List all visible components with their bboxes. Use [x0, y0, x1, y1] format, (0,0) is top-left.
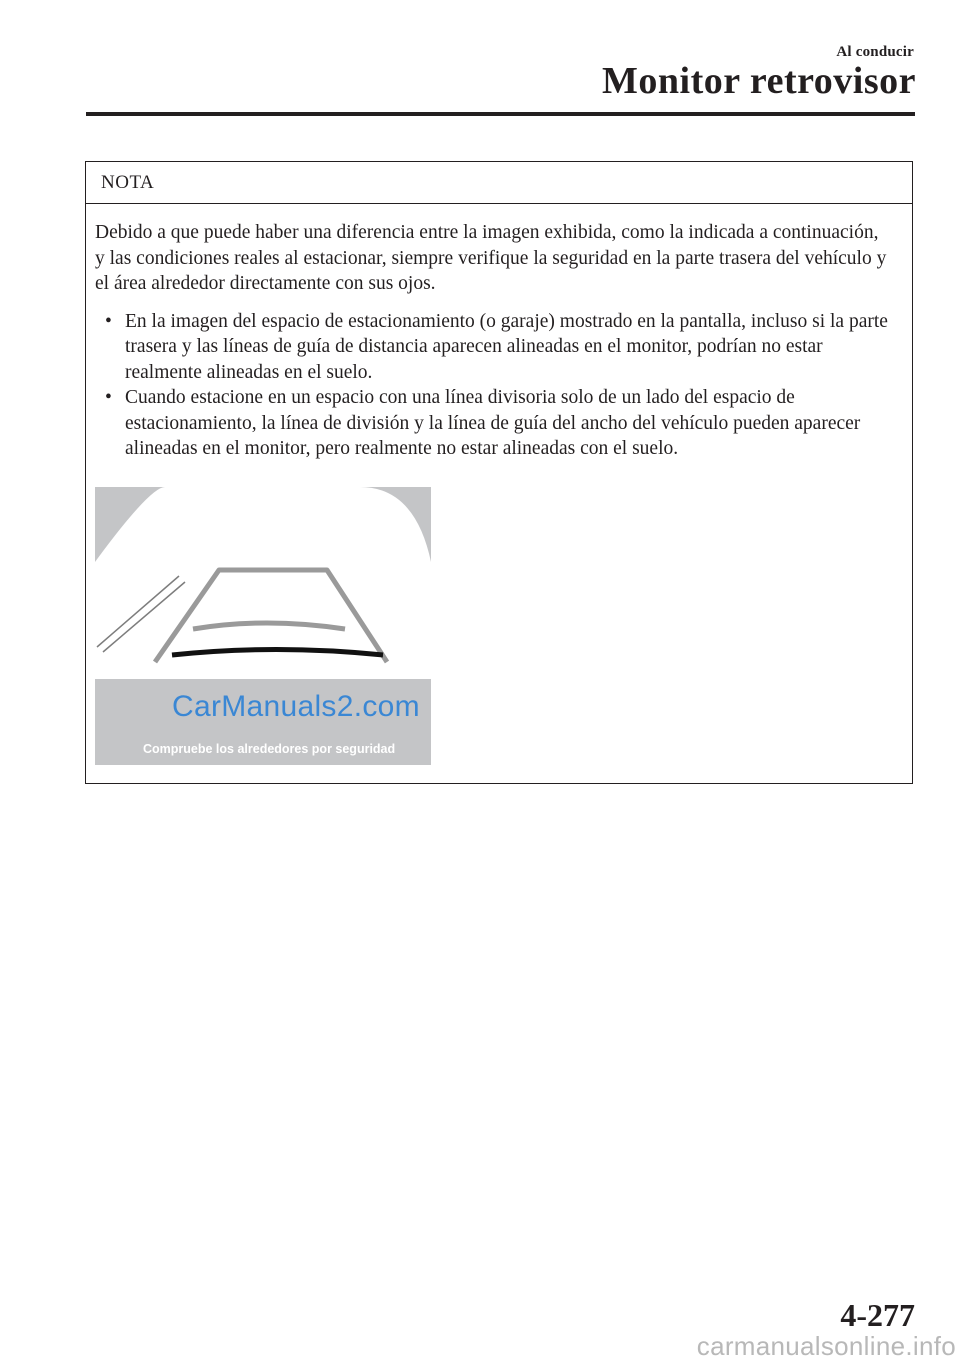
screen-caption: Compruebe los alrededores por seguridad: [143, 742, 396, 756]
bullet-marker: •: [105, 387, 112, 408]
footer-site-link[interactable]: carmanualsonline.info: [696, 1331, 956, 1361]
page-number: 4-277: [840, 1297, 915, 1333]
note-heading: NOTA: [86, 162, 912, 204]
watermark-text: CarManuals2.com: [172, 690, 420, 723]
note-bullet-item: [95, 309, 892, 386]
note-bullet-text: Cuando estacione en un espacio con una línea divisoria solo de un lado del espacio de estacionamiento, la línea de división y la línea de guía del ancho del vehículo pueden aparecer alineadas en el monitor, pero realmente no estar alineadas con el suelo.: [125, 387, 861, 459]
page-title: Monitor retrovisor: [602, 60, 916, 102]
note-intro: Debido a que puede haber una diferencia entre la imagen exhibida, como la indicada a continuación, y las condiciones reales al estacionar, siempre verifique la seguridad en la parte trasera del vehículo y el área alrededor directamente con sus ojos.: [95, 222, 887, 294]
note-bullet-item: [95, 385, 892, 462]
note-bullet-text: En la imagen del espacio de estacionamiento (o garaje) mostrado en la pantalla, incluso si la parte trasera y las líneas de guía de distancia aparecen alineadas en el monitor, podrían no estar realmente alineadas en el suelo.: [125, 310, 888, 383]
header-rule: [86, 112, 915, 116]
section-label: Al conducir: [836, 44, 914, 60]
note-body: [86, 204, 912, 462]
note-bullet-list: [95, 309, 892, 462]
bullet-marker: •: [105, 310, 112, 332]
